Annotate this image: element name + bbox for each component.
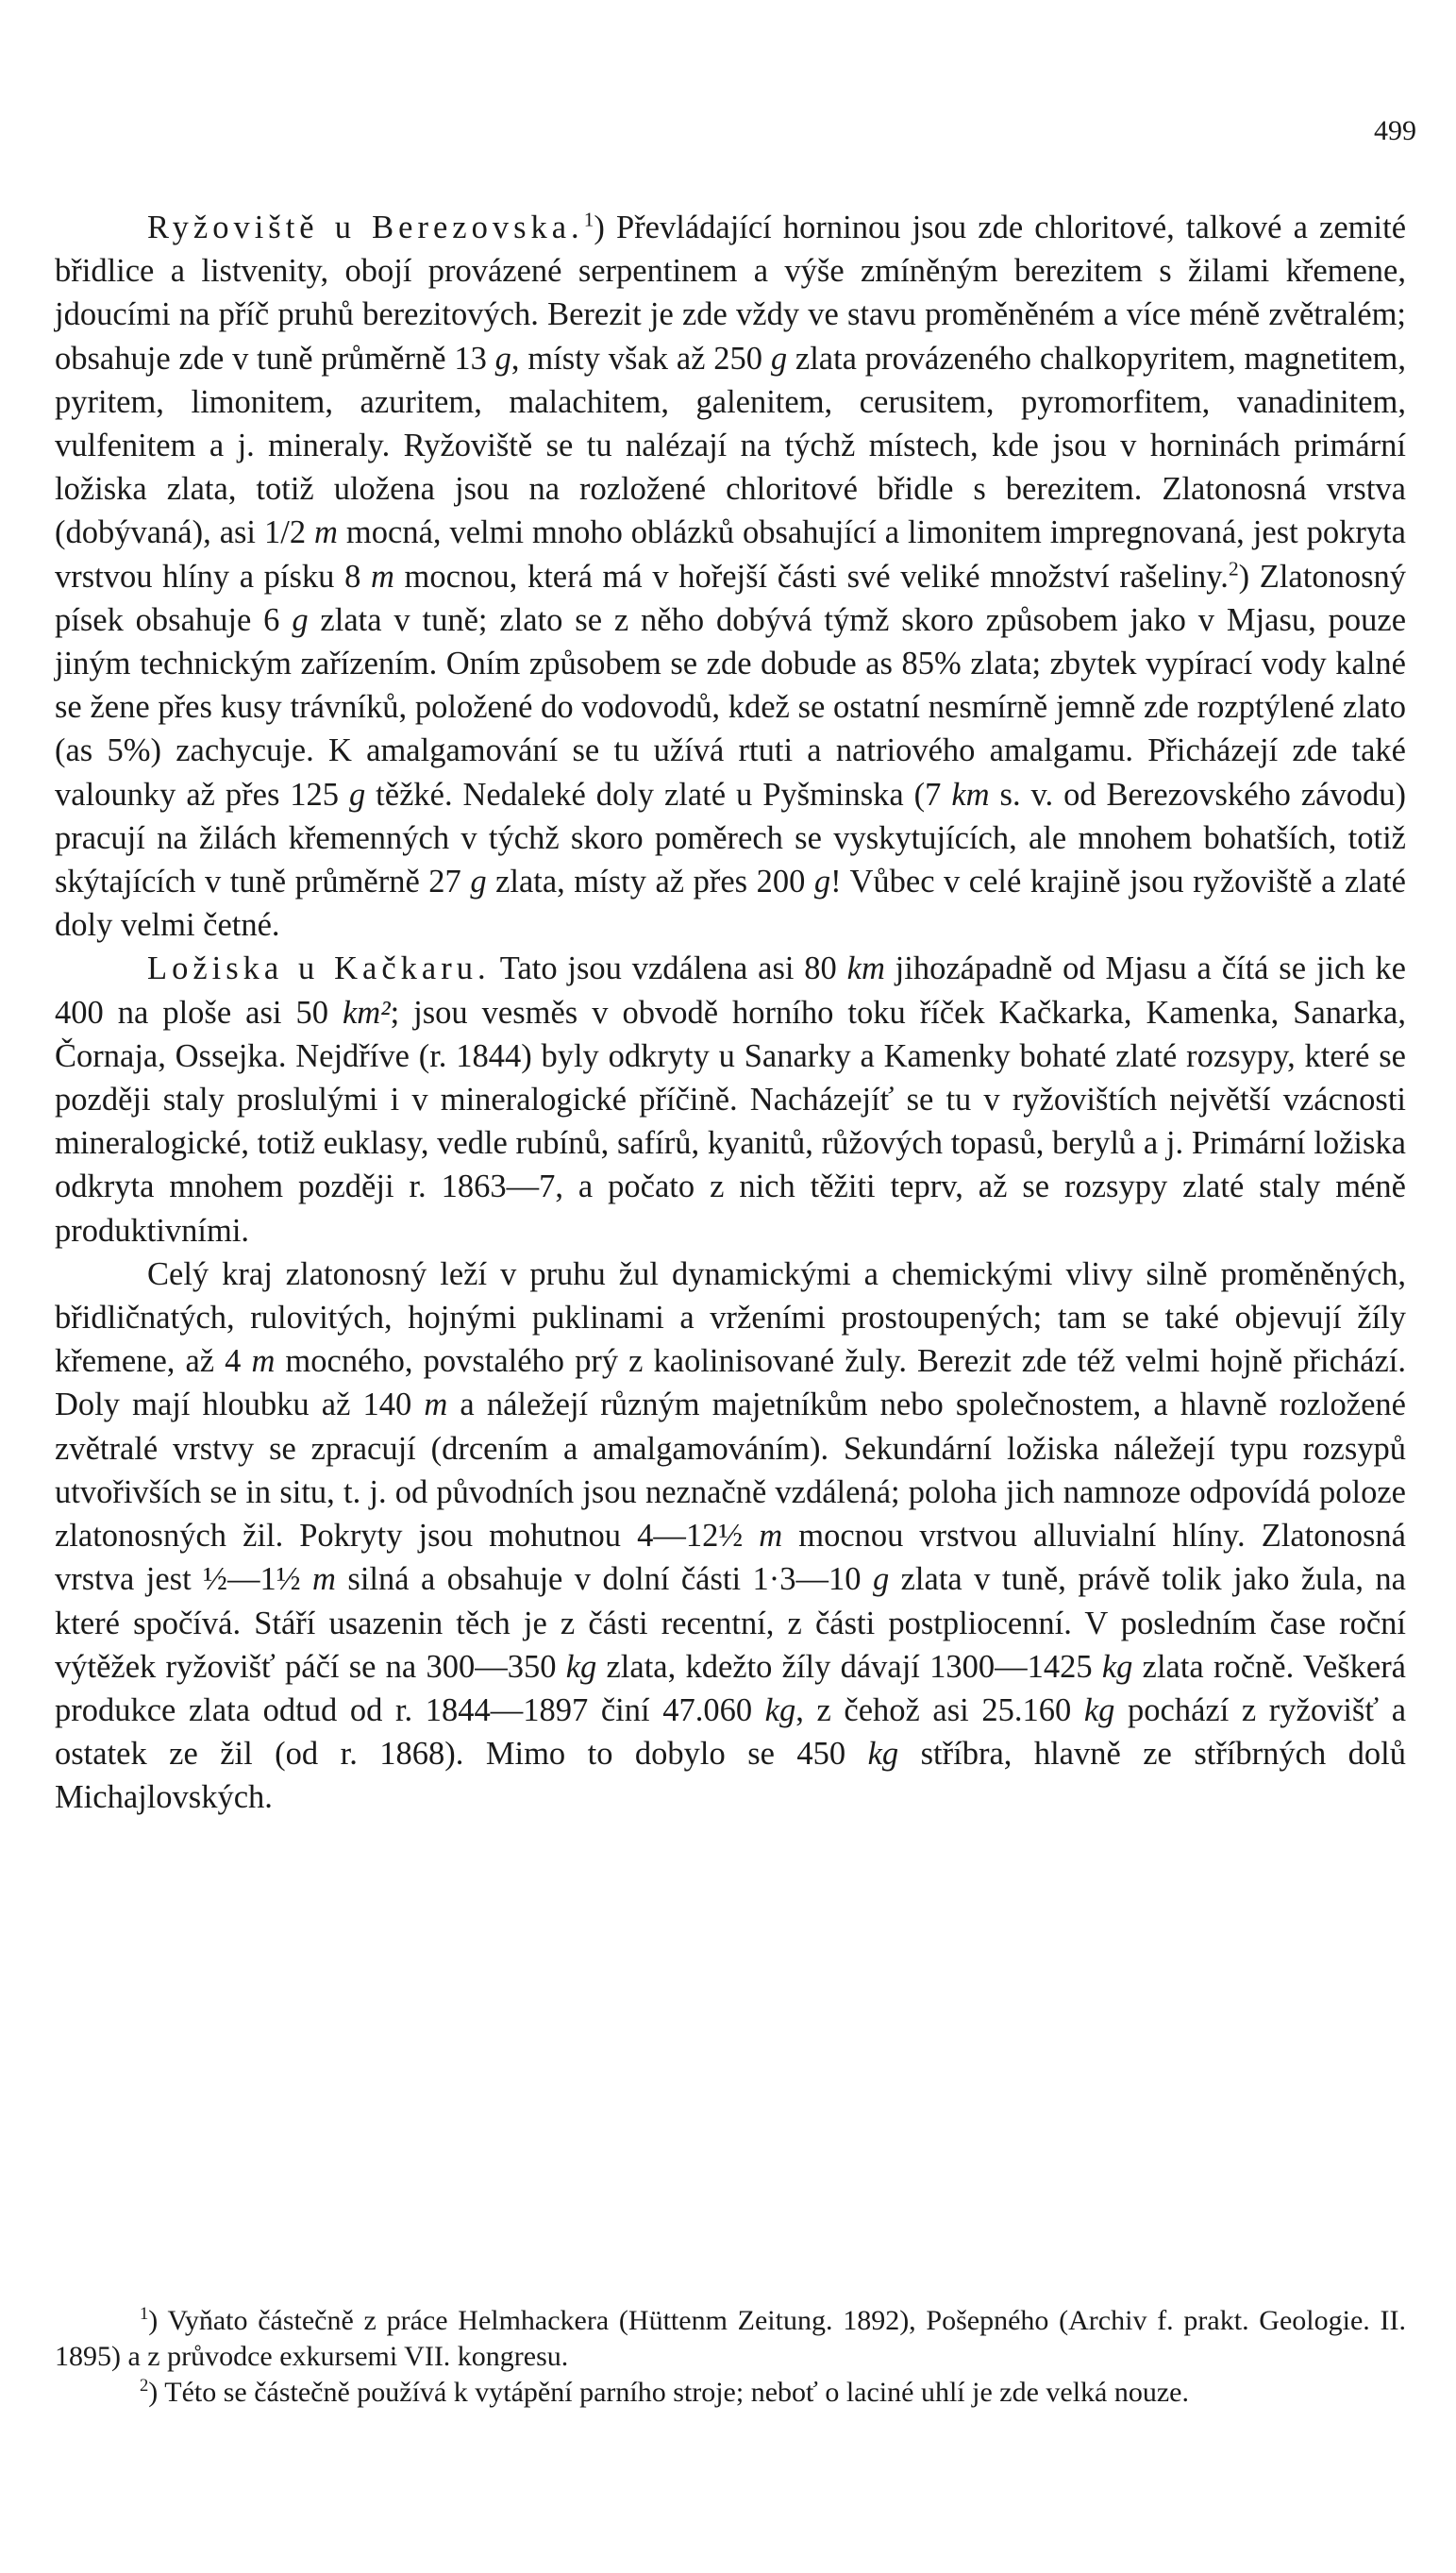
unit: km² (342, 994, 391, 1031)
unit: g (813, 864, 831, 900)
unit: kg (867, 1736, 899, 1773)
unit: g (349, 776, 366, 813)
unit: m (759, 1518, 783, 1555)
page-number: 499 (1374, 115, 1416, 146)
unit: kg (764, 1691, 796, 1728)
footnote-text: ) Této se částečně používá k vytápění parního stroje; neboť o laciné uhlí je zde velká nouze. (148, 2377, 1189, 2408)
text-run: silná a obsahuje v dolní části 1·3—10 (335, 1561, 873, 1598)
section-heading-berezovsk: Ryžoviště u Berezovska. (147, 210, 584, 245)
text-run: mocná, velmi mnoho oblázků obsahující a limonitem impregnovaná, jest pokryta vrstvou hlíny a písku 8 (55, 514, 1406, 595)
text-run: Celý kraj zlatonosný leží v pruhu žul dynamickými a chemickými vlivy silně proměněných, břidličnatých, rulovitých, hojnými puklinami a vrženími prostoupených; tam se také objevují žíly křemene, až 4 (55, 1255, 1406, 1380)
text-run: těžké. Nedaleké doly zlaté u Pyšminska (7 (365, 776, 952, 813)
footnote-ref-1: 1 (583, 208, 594, 231)
text-run: pochází z ryžovišť a ostatek ze žil (od r. 1868). Mimo to dobylo se 450 (55, 1691, 1407, 1773)
text-run: jihozápadně od Mjasu a čítá se jich ke 400 na ploše asi 50 (55, 950, 1406, 1031)
text-run: , z čehož asi 25.160 (795, 1691, 1084, 1728)
footnote-ref-2: 2 (1228, 557, 1239, 580)
unit: km (846, 950, 885, 987)
footnote-mark: 2 (140, 2376, 149, 2396)
text-run: zlata v tuně; zlato se z něho dobývá týmž skoro způsobem jako v Mjasu, pouze jiným technickým zařízením. Oním způsobem se zde dobude as 85% zlata; zbytek vypírací vody kalné se žene přes kusy trávníků, položené do vodovodů, kdež se ostatní nesmírně jemně zde rozptýlené zlato (as 5%) zachycuje. K amalgamování se tu užívá rtuti a natriového amalgamu. Přicházejí zde také valounky až přes 125 (55, 601, 1407, 813)
unit: km (951, 776, 990, 813)
unit: g (292, 601, 309, 638)
paragraph-kackar (55, 947, 1406, 1252)
paragraph-gold-region (55, 1253, 1406, 1820)
text-run: s. v. od Berezovského závodu) pracují na žilách křemenných v týchž skoro poměrech se vyskytujících, ale mnohem bohatších, totiž skýtajících v tuně průměrně 27 (55, 776, 1406, 900)
text-run: zlata, místy až přes 200 (486, 864, 814, 900)
paragraph-berezovsk (55, 206, 1406, 947)
text-run: ) Převládající horninou jsou zde chloritové, talkové a zemité břidlice a listvenity, obojí provázené serpentinem a výše zmíněným berezitem s žilami křemene, jdoucími na příč pruhů berezitových. Berezit je zde vždy ve stavu proměněném a více méně zvětralém; obsahuje zde v tuně průměrně 13 (55, 210, 1407, 377)
unit: kg (1101, 1648, 1133, 1685)
text-run: zlata provázeného chalkopyritem, magnetitem, pyritem, limonitem, azuritem, malachitem, galenitem, cerusitem, pyromorfitem, vanadinitem, vulfenitem a j. mineraly. Ryžoviště se tu nalézají na týchž místech, kde jsou v horninách primární ložiska zlata, totiž uložena jsou na rozložené chloritové břidle s berezitem. Zlatonosná vrstva (dobývaná), asi (55, 340, 1407, 551)
unit: m (251, 1343, 276, 1380)
text-run: mocnou vrstvou alluvialní hlíny. Zlatonosná vrstva jest ½—1½ (55, 1518, 1406, 1598)
section-heading-kackar: Ložiska u Kačkaru. (147, 950, 491, 987)
unit: m (424, 1387, 448, 1423)
text-run: zlata ročně. Veškerá produkce zlata odtud od r. 1844—1897 činí 47.060 (55, 1648, 1406, 1728)
fraction: 1/2 (263, 514, 307, 551)
text-run: ) Zlatonosný písek obsahuje 6 (55, 558, 1406, 638)
text-run: a náležejí různým majetníkům nebo společnostem, a hlavně rozložené zvětralé vrstvy se zpracují (drcením a amalgamováním). Sekundární ložiska náležejí typu rozsypů utvořivších se in situ, t. j. od původních jsou neznačně vzdálená; poloha jich namnoze odpovídá poloze zlatonosných žil. Pokryty jsou mohutnou 4—12½ (55, 1387, 1406, 1555)
unit: kg (1083, 1691, 1115, 1728)
footnote-2 (55, 2375, 1406, 2411)
unit: g (470, 864, 487, 900)
text-run: mocného, povstalého prý z kaolinisované žuly. Berezit zde též velmi hojně přichází. Doly mají hloubku až 140 (55, 1343, 1406, 1423)
unit: kg (565, 1648, 597, 1685)
main-text (55, 206, 1406, 1820)
text-run: ! Vůbec v celé krajině jsou ryžoviště a zlaté doly velmi četné. (55, 864, 1406, 944)
text-run: zlata v tuně, právě tolik jako žula, na které spočívá. Stáří usazenin těch je z části recentní, z části postpliocenní. V posledním čase roční výtěžek ryžovišť páčí se na 300—350 (55, 1561, 1406, 1685)
text-run: ; jsou vesměs v obvodě horního toku říček Kačkarka, Kamenka, Sanarka, Čornaja, Ossejka. Nejdříve (r. 1844) byly odkryty u Sanarky a Kamenky bohaté zlaté rozsypy, které se později staly proslulými i v mineralogické příčině. Nacházejíť se tu v ryžovištích největší vzácnosti mineralogické, totiž euklasy, vedle rubínů, safírů, kyanitů, růžových topasů, berylů a j. Primární ložiska odkryta mnohem později r. 1863—7, a počato z nich těžiti teprv, až se rozsypy zlaté staly méně produktivními. (55, 994, 1406, 1249)
unit: g (494, 340, 511, 377)
footnotes (55, 2303, 1406, 2411)
text-run: , místy však až 250 (510, 340, 771, 377)
text-run: mocnou, která má v hořejší části své veliké množství rašeliny. (393, 558, 1229, 595)
footnote-1 (55, 2303, 1406, 2375)
unit: g (770, 340, 788, 377)
unit: m (312, 1561, 336, 1598)
footnote-text: ) Vyňato částečně z práce Helmhackera (Hüttenm Zeitung. 1892), Pošepného (Archiv f. prakt. Geologie. II. 1895) a z průvodce exkursemi VII. kongresu. (55, 2305, 1406, 2372)
text-run: Tato jsou vzdálena asi 80 (490, 950, 847, 987)
unit: g (872, 1561, 890, 1598)
unit: m (370, 558, 394, 595)
unit: m (314, 514, 338, 551)
text-run: stříbra, hlavně ze stříbrných dolů Michajlovských. (55, 1736, 1406, 1816)
text-run: zlata, kdežto žíly dávají 1300—1425 (596, 1648, 1102, 1685)
footnote-mark: 1 (140, 2304, 149, 2324)
